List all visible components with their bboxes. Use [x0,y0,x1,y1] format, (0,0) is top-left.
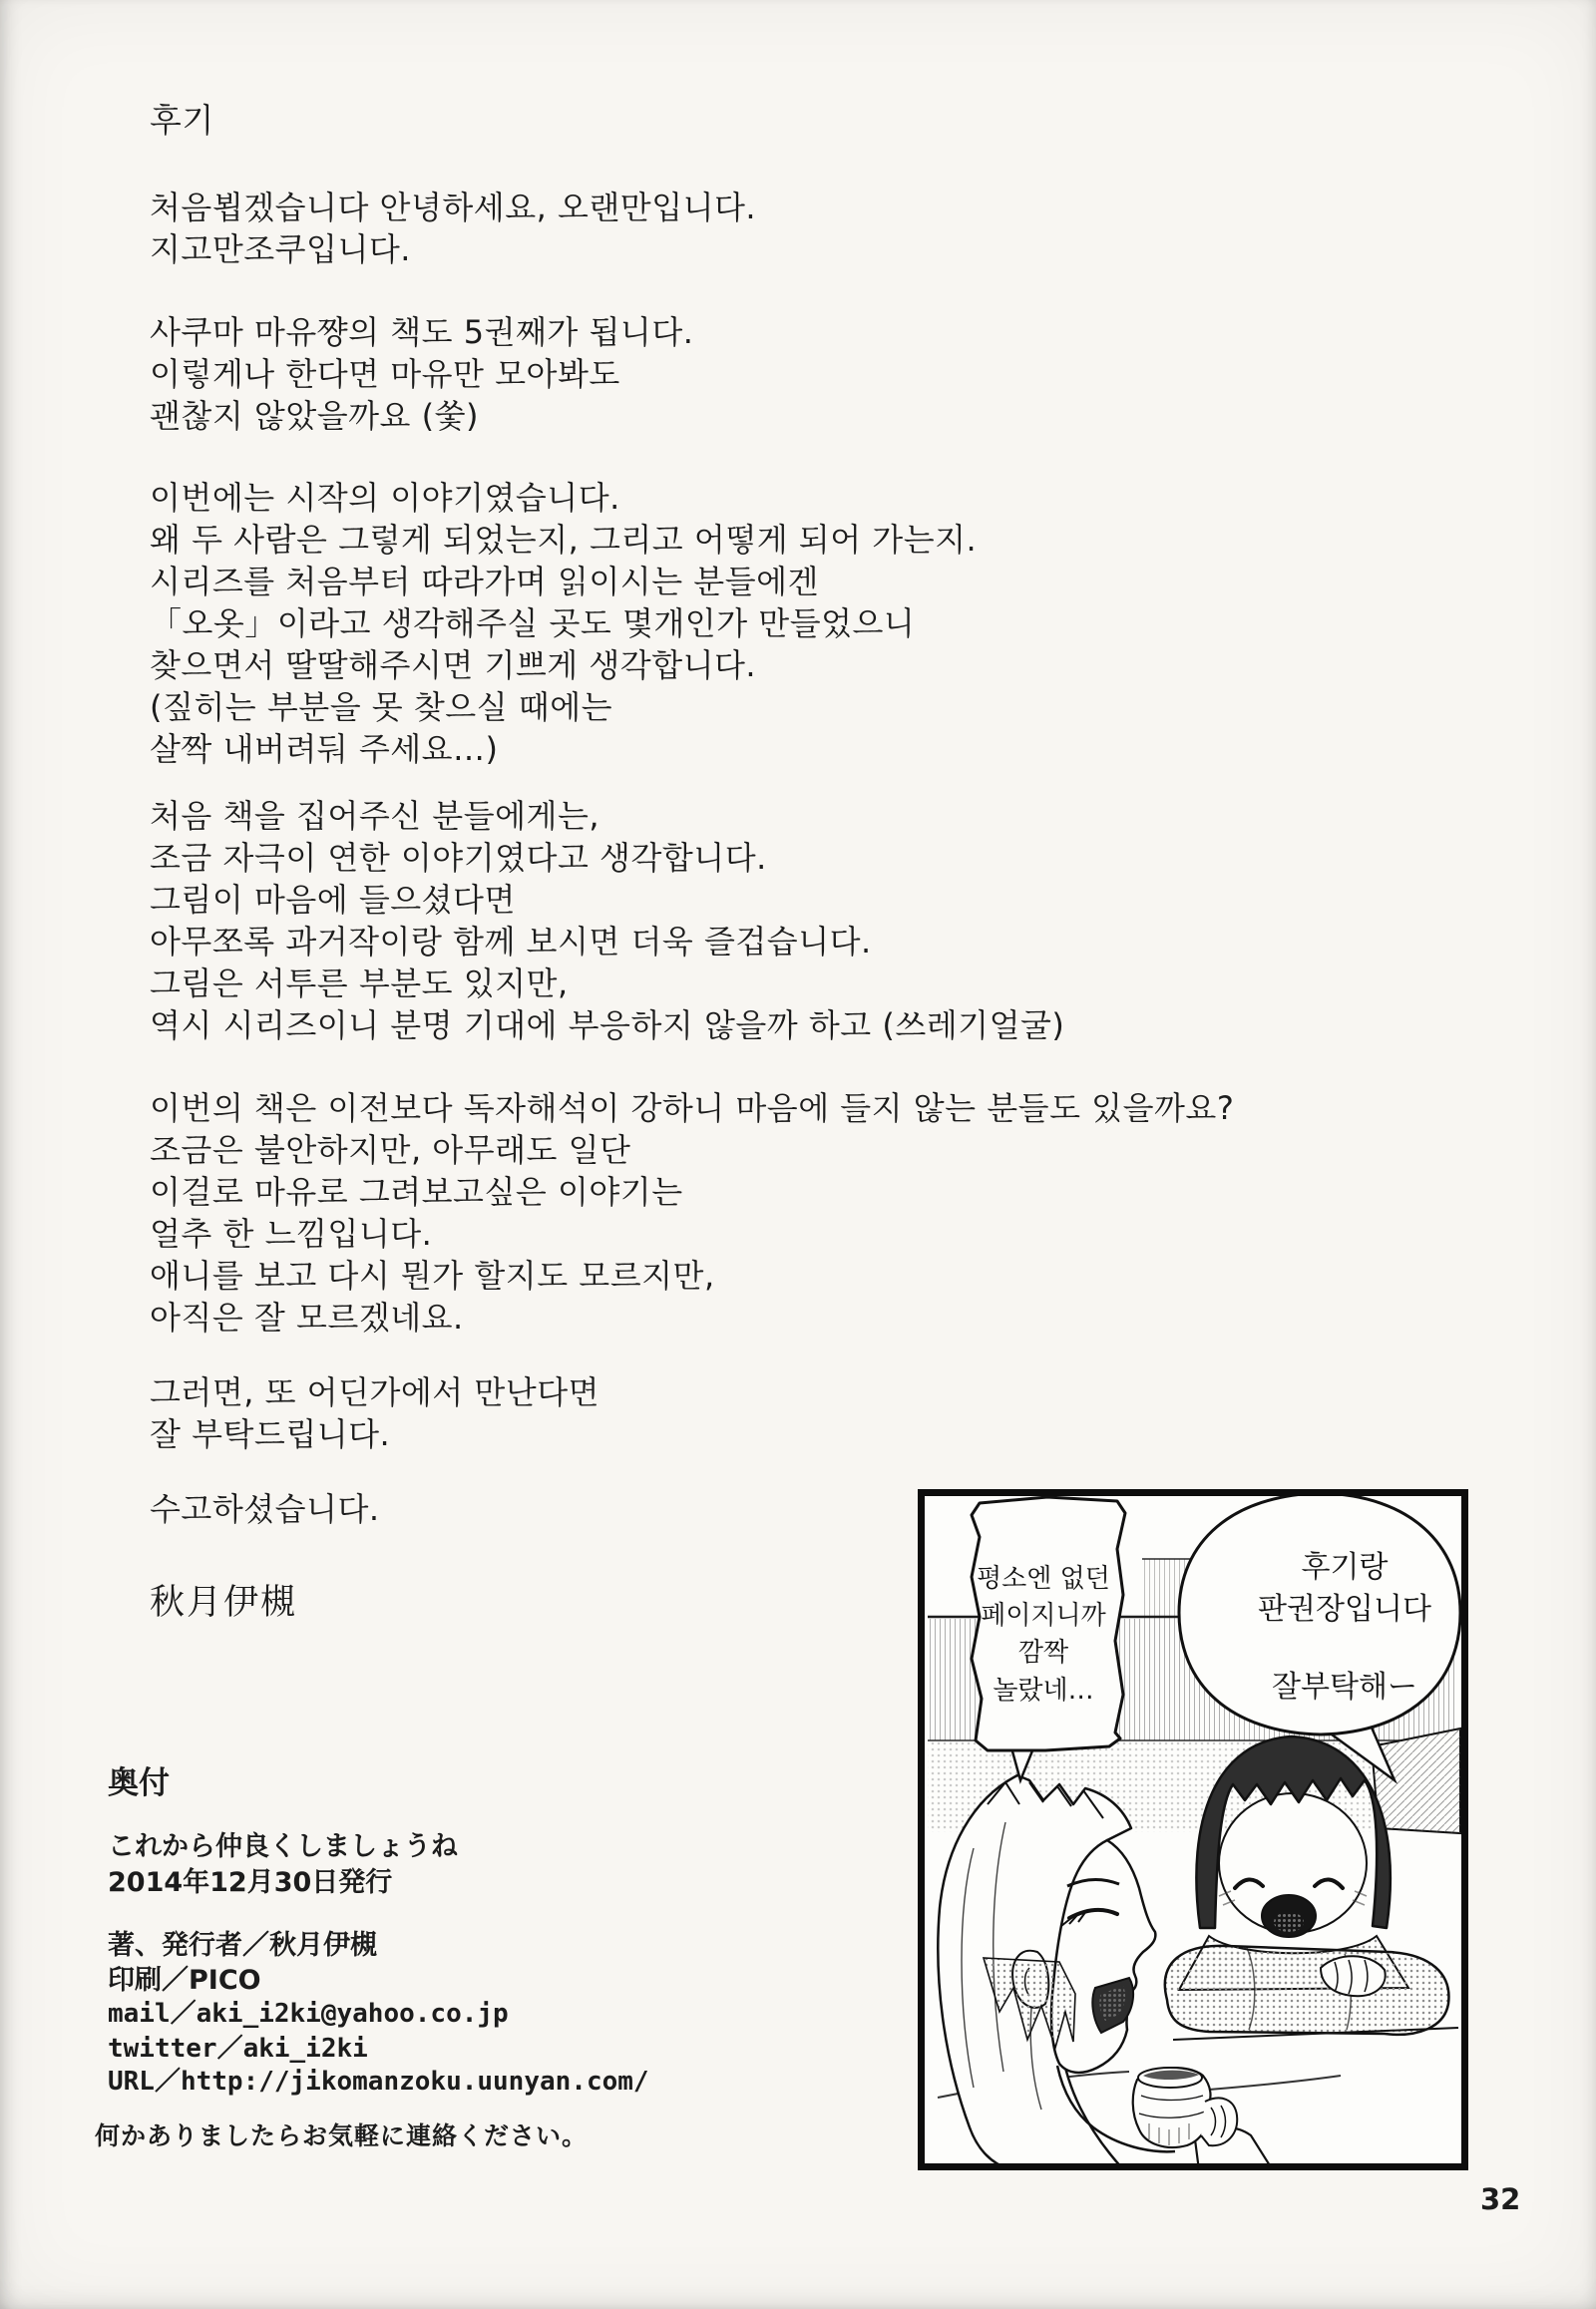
page-number: 32 [1480,2182,1521,2216]
text-line: 얼추 한 느낌입니다. [150,1215,433,1253]
text-line: 조금 자극이 연한 이야기였다고 생각합니다. [150,839,767,877]
bubble-left-line: 놀랐네… [993,1676,1094,1706]
text-line: 「오옷」이라고 생각해주실 곳도 몇개인가 만들었으니 [150,604,916,642]
bubble-left-line: 깜짝 [1017,1638,1069,1668]
text-line: 처음뵙겠습니다 안녕하세요, 오랜만입니다. [150,189,757,226]
text-line: 그러면, 또 어딘가에서 만난다면 [150,1373,600,1411]
colophon-author: 著、発行者／秋月伊槻 [108,1930,377,1961]
bubble-left-line: 페이지니까 [981,1601,1106,1631]
speech-bubble-left [972,1497,1125,1780]
text-line: 조금은 불안하지만, 아무래도 일단 [150,1131,631,1169]
text-line: 이렇게나 한다면 마유만 모아봐도 [150,355,620,393]
colophon-twitter: twitter／aki_i2ki [108,2034,368,2064]
text-line: 이번의 책은 이전보다 독자해석이 강하니 마음에 들지 않는 분들도 있을까요? [150,1089,1235,1127]
text-line: 이걸로 마유로 그려보고싶은 이야기는 [150,1173,683,1211]
signature-text: 秋月伊槻 [150,1583,298,1623]
bubble-left-line: 평소엔 없던 [977,1564,1110,1594]
colophon-date: 2014年12月30日発行 [108,1867,393,1898]
text-line: 애니를 보고 다시 뭔가 할지도 모르지만, [150,1257,715,1295]
text-line: 이번에는 시작의 이야기였습니다. [150,479,620,517]
text-line: 수고하셨습니다. [150,1490,380,1528]
afterword-title-block [150,100,214,142]
text-line: 그림은 서투른 부분도 있지만, [150,964,569,1002]
text-line: 왜 두 사람은 그렇게 되었는지, 그리고 어떻게 되어 가는지. [150,521,978,559]
page-title: 후기 [150,101,214,140]
manga-panel-art [918,1489,1468,2170]
colophon-url: URL／http://jikomanzoku.uunyan.com/ [108,2067,649,2097]
colophon-heading: 奥付 [108,1765,170,1801]
text-line: 괜찮지 않았을까요 (쑻) [150,397,480,435]
bench-armrest [1372,1729,1460,1833]
text-line: 잘 부탁드립니다. [150,1415,391,1453]
text-line: 아직은 잘 모르겠네요. [150,1299,464,1337]
text-line: 시리즈를 처음부터 따라가며 읽이시는 분들에겐 [150,563,819,600]
afterword-paragraph-3 [150,477,977,770]
colophon-book-title: これから仲良くしましょうね [108,1831,458,1862]
afterword-paragraph-1 [150,187,756,270]
text-line: 처음 책을 집어주신 분들에게는, [150,797,600,835]
afterword-paragraph-5 [150,1087,1234,1339]
text-line: 역시 시리즈이니 분명 기대에 부응하지 않을까 하고 (쓰레기얼굴) [150,1006,1065,1044]
text-line: 지고만조쿠입니다. [150,230,411,268]
colophon-printer: 印刷／PICO [108,1965,261,1996]
author-signature [150,1582,297,1624]
colophon-contact-note: 何かありましたらお気軽に連絡ください。 [95,2121,589,2150]
bubble-right-line: 잘부탁해ー [1272,1670,1417,1705]
text-line: 아무쪼록 과거작이랑 함께 보시면 더욱 즐겁습니다. [150,923,872,961]
colophon-mail: mail／aki_i2ki@yahoo.co.jp [108,1999,509,2029]
afterword-closing [150,1488,380,1530]
afterword-paragraph-2 [150,311,693,437]
text-line: 사쿠마 마유쨩의 책도 5권째가 됩니다. [150,313,694,351]
afterword-paragraph-4 [150,795,1064,1046]
text-line: 그림이 마음에 들으셨다면 [150,881,516,919]
bubble-right-line: 판권장입니다 [1258,1592,1431,1627]
text-line: (짚히는 부분을 못 찾으실 때에는 [150,688,613,726]
manga-panel [918,1489,1468,2170]
bubble-right-line: 후기랑 [1301,1550,1389,1585]
text-line: 살짝 내버려둬 주세요…) [150,730,499,768]
afterword-paragraph-6 [150,1371,599,1455]
girl-folded-arms [1165,1946,1449,2035]
text-line: 찾으면서 딸딸해주시면 기쁘게 생각합니다. [150,646,757,684]
